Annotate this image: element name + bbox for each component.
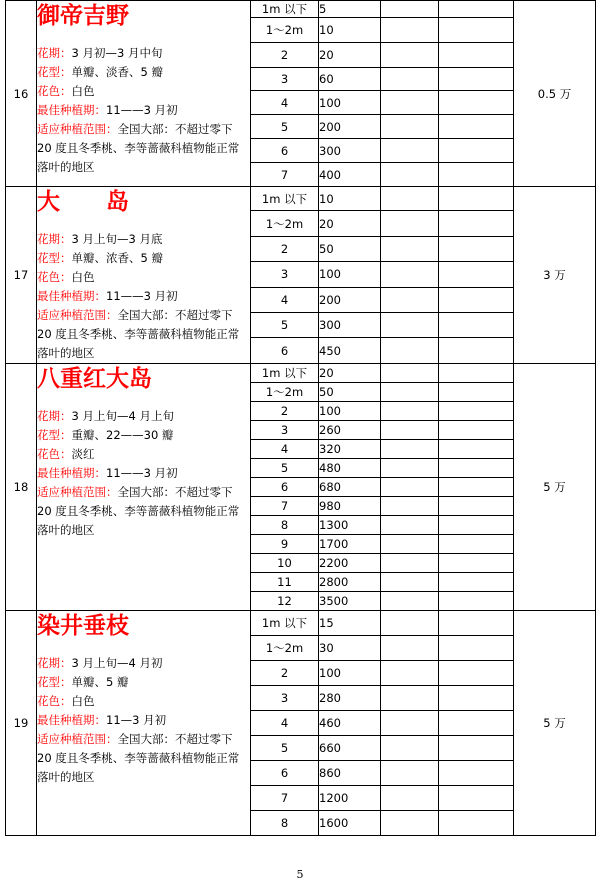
label-flower-period: 花期： bbox=[37, 409, 72, 423]
value-flower-type: 单瓣、5 瓣 bbox=[71, 675, 129, 689]
value-flower-type: 单瓣、浓香、5 瓣 bbox=[71, 251, 163, 265]
empty-cell bbox=[439, 287, 514, 312]
quantity-cell: 1200 bbox=[319, 786, 381, 811]
empty-cell bbox=[381, 402, 439, 421]
empty-cell bbox=[439, 459, 514, 478]
empty-cell bbox=[381, 440, 439, 459]
variety-best-planting bbox=[37, 287, 250, 306]
empty-cell bbox=[381, 287, 439, 312]
quantity-cell: 100 bbox=[319, 402, 381, 421]
empty-cell bbox=[439, 43, 514, 68]
variety-total: 5 万 bbox=[514, 364, 596, 611]
quantity-cell: 320 bbox=[319, 440, 381, 459]
variety-suitable-range bbox=[37, 483, 250, 540]
label-best-planting: 最佳种植期： bbox=[37, 466, 106, 480]
size-cell: 6 bbox=[251, 139, 319, 163]
variety-flower-period bbox=[37, 654, 250, 673]
variety-name: 御帝吉野 bbox=[37, 3, 129, 29]
empty-cell bbox=[439, 611, 514, 636]
label-flower-color: 花色： bbox=[37, 270, 72, 284]
empty-cell bbox=[381, 236, 439, 261]
size-cell: 1m 以下 bbox=[251, 364, 319, 383]
variety-flower-type bbox=[37, 249, 250, 268]
empty-cell bbox=[381, 497, 439, 516]
label-best-planting: 最佳种植期： bbox=[37, 289, 106, 303]
variety-flower-color bbox=[37, 268, 250, 287]
variety-best-planting bbox=[37, 101, 250, 120]
variety-flower-type bbox=[37, 673, 250, 692]
variety-flower-period bbox=[37, 230, 250, 249]
variety-best-planting bbox=[37, 464, 250, 483]
label-flower-type: 花型： bbox=[37, 251, 72, 265]
size-cell: 8 bbox=[251, 811, 319, 836]
variety-name: 八重红大岛 bbox=[37, 366, 152, 392]
size-cell: 5 bbox=[251, 313, 319, 338]
variety-name: 大 岛 bbox=[37, 189, 129, 215]
quantity-cell: 2200 bbox=[319, 554, 381, 573]
quantity-cell: 5 bbox=[319, 1, 381, 18]
quantity-cell: 15 bbox=[319, 611, 381, 636]
label-flower-type: 花型： bbox=[37, 65, 72, 79]
size-cell: 3 bbox=[251, 421, 319, 440]
empty-cell bbox=[439, 736, 514, 761]
price-table bbox=[5, 0, 596, 836]
size-cell: 6 bbox=[251, 478, 319, 497]
empty-cell bbox=[381, 187, 439, 211]
table-row bbox=[6, 1, 596, 18]
empty-cell bbox=[381, 383, 439, 402]
variety-total: 5 万 bbox=[514, 611, 596, 836]
quantity-cell: 50 bbox=[319, 236, 381, 261]
empty-cell bbox=[381, 163, 439, 187]
variety-flower-type bbox=[37, 426, 250, 445]
size-cell: 7 bbox=[251, 163, 319, 187]
empty-cell bbox=[439, 554, 514, 573]
variety-suitable-range bbox=[37, 730, 250, 787]
size-cell: 4 bbox=[251, 440, 319, 459]
label-flower-period: 花期： bbox=[37, 232, 72, 246]
label-suitable-range: 适应种植范围： bbox=[37, 485, 118, 499]
empty-cell bbox=[381, 736, 439, 761]
variety-description bbox=[37, 187, 251, 364]
empty-cell bbox=[381, 636, 439, 661]
quantity-cell: 2800 bbox=[319, 573, 381, 592]
empty-cell bbox=[381, 18, 439, 43]
quantity-cell: 450 bbox=[319, 338, 381, 364]
variety-flower-period bbox=[37, 407, 250, 426]
empty-cell bbox=[439, 18, 514, 43]
empty-cell bbox=[439, 636, 514, 661]
value-flower-period: 3 月上旬—4 月上旬 bbox=[71, 409, 174, 423]
empty-cell bbox=[439, 661, 514, 686]
quantity-cell: 300 bbox=[319, 139, 381, 163]
size-cell: 2 bbox=[251, 43, 319, 68]
empty-cell bbox=[439, 262, 514, 287]
empty-cell bbox=[381, 478, 439, 497]
variety-description bbox=[37, 611, 251, 836]
label-flower-period: 花期： bbox=[37, 46, 72, 60]
value-flower-color: 白色 bbox=[71, 84, 95, 98]
size-cell: 3 bbox=[251, 262, 319, 287]
empty-cell bbox=[381, 115, 439, 139]
variety-best-planting bbox=[37, 711, 250, 730]
empty-cell bbox=[381, 1, 439, 18]
value-suitable-range: 全国大部：不超过零下 20 度且冬季桃、李等蔷薇科植物能正常落叶的地区 bbox=[37, 485, 240, 537]
empty-cell bbox=[439, 187, 514, 211]
empty-cell bbox=[439, 68, 514, 91]
value-flower-period: 3 月上旬—3 月底 bbox=[71, 232, 163, 246]
empty-cell bbox=[439, 364, 514, 383]
table-row bbox=[6, 187, 596, 211]
table-row bbox=[6, 611, 596, 636]
variety-name: 染井垂枝 bbox=[37, 613, 129, 639]
quantity-cell: 200 bbox=[319, 115, 381, 139]
empty-cell bbox=[381, 91, 439, 115]
value-best-planting: 11——3 月初 bbox=[106, 103, 178, 117]
empty-cell bbox=[439, 686, 514, 711]
value-flower-color: 白色 bbox=[71, 694, 95, 708]
empty-cell bbox=[439, 338, 514, 364]
label-flower-period: 花期： bbox=[37, 656, 72, 670]
variety-flower-period bbox=[37, 44, 250, 63]
empty-cell bbox=[381, 43, 439, 68]
empty-cell bbox=[439, 573, 514, 592]
label-flower-type: 花型： bbox=[37, 428, 72, 442]
value-suitable-range: 全国大部：不超过零下 20 度且冬季桃、李等蔷薇科植物能正常落叶的地区 bbox=[37, 308, 240, 360]
quantity-cell: 3500 bbox=[319, 592, 381, 611]
empty-cell bbox=[439, 402, 514, 421]
label-suitable-range: 适应种植范围： bbox=[37, 732, 118, 746]
size-cell: 6 bbox=[251, 338, 319, 364]
quantity-cell: 200 bbox=[319, 287, 381, 312]
empty-cell bbox=[381, 811, 439, 836]
quantity-cell: 1700 bbox=[319, 535, 381, 554]
quantity-cell: 1600 bbox=[319, 811, 381, 836]
variety-number: 16 bbox=[6, 1, 37, 187]
quantity-cell: 50 bbox=[319, 383, 381, 402]
empty-cell bbox=[381, 786, 439, 811]
empty-cell bbox=[381, 211, 439, 236]
size-cell: 4 bbox=[251, 287, 319, 312]
empty-cell bbox=[381, 661, 439, 686]
size-cell: 5 bbox=[251, 736, 319, 761]
value-suitable-range: 全国大部：不超过零下 20 度且冬季桃、李等蔷薇科植物能正常落叶的地区 bbox=[37, 732, 240, 784]
empty-cell bbox=[381, 262, 439, 287]
value-suitable-range: 全国大部：不超过零下 20 度且冬季桃、李等蔷薇科植物能正常落叶的地区 bbox=[37, 122, 240, 174]
size-cell: 6 bbox=[251, 761, 319, 786]
empty-cell bbox=[381, 686, 439, 711]
size-cell: 1m 以下 bbox=[251, 1, 319, 18]
quantity-cell: 100 bbox=[319, 91, 381, 115]
size-cell: 4 bbox=[251, 711, 319, 736]
quantity-cell: 60 bbox=[319, 68, 381, 91]
size-cell: 8 bbox=[251, 516, 319, 535]
value-flower-period: 3 月上旬—4 月初 bbox=[71, 656, 163, 670]
quantity-cell: 30 bbox=[319, 636, 381, 661]
quantity-cell: 20 bbox=[319, 211, 381, 236]
quantity-cell: 280 bbox=[319, 686, 381, 711]
quantity-cell: 20 bbox=[319, 364, 381, 383]
empty-cell bbox=[439, 139, 514, 163]
quantity-cell: 300 bbox=[319, 313, 381, 338]
empty-cell bbox=[439, 592, 514, 611]
value-flower-type: 重瓣、22——30 瓣 bbox=[71, 428, 174, 442]
quantity-cell: 460 bbox=[319, 711, 381, 736]
value-flower-color: 白色 bbox=[71, 270, 95, 284]
label-flower-type: 花型： bbox=[37, 675, 72, 689]
size-cell: 12 bbox=[251, 592, 319, 611]
label-best-planting: 最佳种植期： bbox=[37, 713, 106, 727]
empty-cell bbox=[381, 611, 439, 636]
empty-cell bbox=[381, 711, 439, 736]
variety-number: 19 bbox=[6, 611, 37, 836]
quantity-cell: 660 bbox=[319, 736, 381, 761]
empty-cell bbox=[381, 592, 439, 611]
variety-number: 18 bbox=[6, 364, 37, 611]
quantity-cell: 100 bbox=[319, 262, 381, 287]
value-best-planting: 11——3 月初 bbox=[106, 466, 178, 480]
size-cell: 1～2m bbox=[251, 636, 319, 661]
variety-suitable-range bbox=[37, 120, 250, 177]
empty-cell bbox=[381, 459, 439, 478]
size-cell: 5 bbox=[251, 459, 319, 478]
empty-cell bbox=[381, 313, 439, 338]
quantity-cell: 480 bbox=[319, 459, 381, 478]
size-cell: 1～2m bbox=[251, 383, 319, 402]
value-flower-type: 单瓣、淡香、5 瓣 bbox=[71, 65, 163, 79]
empty-cell bbox=[439, 313, 514, 338]
value-best-planting: 11—3 月初 bbox=[106, 713, 167, 727]
quantity-cell: 980 bbox=[319, 497, 381, 516]
value-flower-period: 3 月初—3 月中旬 bbox=[71, 46, 163, 60]
size-cell: 4 bbox=[251, 91, 319, 115]
variety-number: 17 bbox=[6, 187, 37, 364]
quantity-cell: 400 bbox=[319, 163, 381, 187]
empty-cell bbox=[381, 573, 439, 592]
empty-cell bbox=[439, 383, 514, 402]
quantity-cell: 10 bbox=[319, 18, 381, 43]
quantity-cell: 10 bbox=[319, 187, 381, 211]
quantity-cell: 680 bbox=[319, 478, 381, 497]
page-number: 5 bbox=[296, 868, 304, 881]
empty-cell bbox=[381, 554, 439, 573]
empty-cell bbox=[439, 421, 514, 440]
variety-description bbox=[37, 364, 251, 611]
empty-cell bbox=[439, 497, 514, 516]
variety-total: 0.5 万 bbox=[514, 1, 596, 187]
size-cell: 1～2m bbox=[251, 211, 319, 236]
label-flower-color: 花色： bbox=[37, 447, 72, 461]
label-flower-color: 花色： bbox=[37, 694, 72, 708]
empty-cell bbox=[439, 516, 514, 535]
empty-cell bbox=[381, 68, 439, 91]
size-cell: 7 bbox=[251, 497, 319, 516]
size-cell: 9 bbox=[251, 535, 319, 554]
quantity-cell: 20 bbox=[319, 43, 381, 68]
empty-cell bbox=[381, 535, 439, 554]
empty-cell bbox=[439, 811, 514, 836]
size-cell: 1m 以下 bbox=[251, 187, 319, 211]
size-cell: 1～2m bbox=[251, 18, 319, 43]
variety-total: 3 万 bbox=[514, 187, 596, 364]
empty-cell bbox=[381, 421, 439, 440]
empty-cell bbox=[439, 478, 514, 497]
size-cell: 3 bbox=[251, 68, 319, 91]
label-flower-color: 花色： bbox=[37, 84, 72, 98]
empty-cell bbox=[439, 163, 514, 187]
variety-flower-color bbox=[37, 445, 250, 464]
size-cell: 7 bbox=[251, 786, 319, 811]
label-best-planting: 最佳种植期： bbox=[37, 103, 106, 117]
size-cell: 10 bbox=[251, 554, 319, 573]
quantity-cell: 1300 bbox=[319, 516, 381, 535]
size-cell: 3 bbox=[251, 686, 319, 711]
empty-cell bbox=[381, 516, 439, 535]
empty-cell bbox=[381, 338, 439, 364]
size-cell: 5 bbox=[251, 115, 319, 139]
empty-cell bbox=[439, 1, 514, 18]
variety-flower-color bbox=[37, 692, 250, 711]
size-cell: 1m 以下 bbox=[251, 611, 319, 636]
variety-flower-color bbox=[37, 82, 250, 101]
empty-cell bbox=[381, 364, 439, 383]
empty-cell bbox=[381, 761, 439, 786]
empty-cell bbox=[439, 535, 514, 554]
variety-flower-type bbox=[37, 63, 250, 82]
empty-cell bbox=[439, 115, 514, 139]
empty-cell bbox=[439, 91, 514, 115]
variety-suitable-range bbox=[37, 306, 250, 363]
empty-cell bbox=[439, 211, 514, 236]
empty-cell bbox=[439, 786, 514, 811]
variety-description bbox=[37, 1, 251, 187]
size-cell: 2 bbox=[251, 236, 319, 261]
empty-cell bbox=[439, 440, 514, 459]
quantity-cell: 100 bbox=[319, 661, 381, 686]
quantity-cell: 260 bbox=[319, 421, 381, 440]
empty-cell bbox=[439, 761, 514, 786]
table-row bbox=[6, 364, 596, 383]
value-flower-color: 淡红 bbox=[71, 447, 95, 461]
empty-cell bbox=[381, 139, 439, 163]
label-suitable-range: 适应种植范围： bbox=[37, 122, 118, 136]
label-suitable-range: 适应种植范围： bbox=[37, 308, 118, 322]
size-cell: 2 bbox=[251, 661, 319, 686]
size-cell: 2 bbox=[251, 402, 319, 421]
quantity-cell: 860 bbox=[319, 761, 381, 786]
value-best-planting: 11——3 月初 bbox=[106, 289, 178, 303]
empty-cell bbox=[439, 711, 514, 736]
empty-cell bbox=[439, 236, 514, 261]
size-cell: 11 bbox=[251, 573, 319, 592]
